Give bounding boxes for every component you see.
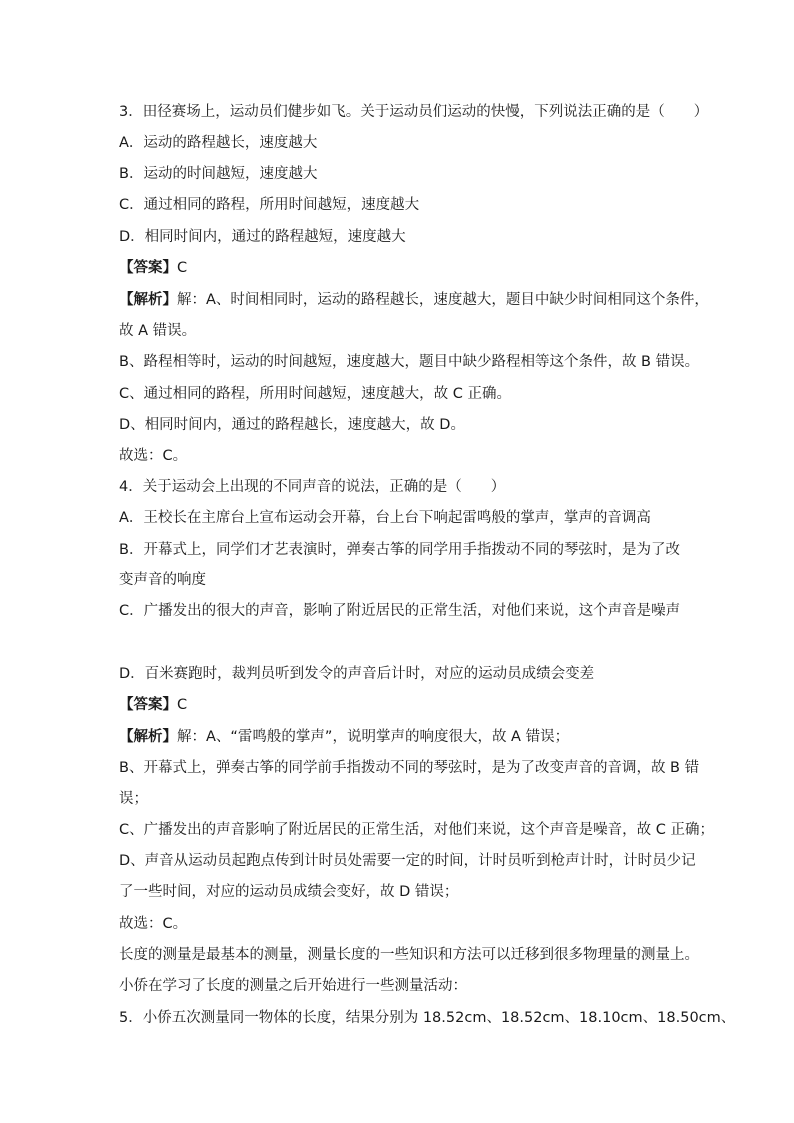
q4-analysis-tag: 【解析】: [119, 729, 177, 745]
q4-option-b: B．开幕式上，同学们才艺表演时，弹奏古筝的同学用手指拨动不同的琴弦时，是为了改: [119, 542, 680, 558]
q3-analysis-line-4: C、通过相同的路程，所用时间越短，速度越大，故 C 正确。: [119, 386, 511, 402]
q5-stem: 5．小侨五次测量同一物体的长度，结果分别为 18.52cm、18.52cm、18.10cm、18.50cm、: [119, 1010, 736, 1026]
q4-answer: C: [177, 697, 188, 713]
q4-analysis-line-5: D、声音从运动员起跑点传到计时员处需要一定的时间，计时员听到枪声计时，计时员少记: [119, 853, 696, 869]
q4-option-b-cont: 变声音的响度: [119, 572, 206, 588]
q3-answer: C: [177, 260, 188, 276]
q3-option-c: C．通过相同的路程，所用时间越短，速度越大: [119, 197, 420, 213]
q4-stem: 4．关于运动会上出现的不同声音的说法，正确的是（ ）: [119, 479, 506, 495]
q4-option-d: D．百米赛跑时，裁判员听到发令的声音后计时，对应的运动员成绩会变差: [119, 666, 595, 682]
q4-analysis-line-6: 了一些时间，对应的运动员成绩会变好，故 D 错误；: [119, 884, 459, 900]
q4-analysis-line-4: C、广播发出的声音影响了附近居民的正常生活，对他们来说，这个声音是噪音，故 C 正确；: [119, 822, 714, 838]
intro-line-1: 长度的测量是最基本的测量，测量长度的一些知识和方法可以迁移到很多物理量的测量上。: [119, 947, 699, 963]
q3-analysis-tag: 【解析】: [119, 292, 177, 308]
q4-analysis-line-1: [119, 727, 569, 747]
q3-conclusion: 故选：C。: [119, 448, 188, 464]
q4-option-a: A．王校长在主席台上宣布运动会开幕，台上台下响起雷鸣般的掌声，掌声的音调高: [119, 510, 651, 526]
q3-option-d: D．相同时间内，通过的路程越短，速度越大: [119, 229, 406, 245]
q3-analysis-text-1: 解：A、时间相同时，运动的路程越长，速度越大，题目中缺少时间相同这个条件，: [177, 292, 709, 308]
q3-option-b: B．运动的时间越短，速度越大: [119, 166, 318, 182]
q4-conclusion: 故选：C。: [119, 916, 188, 932]
q3-analysis-line-1: [119, 290, 709, 310]
q3-stem: 3．田径赛场上，运动员们健步如飞。关于运动员们运动的快慢，下列说法正确的是（ ）: [119, 104, 709, 120]
q3-answer-tag: 【答案】: [119, 260, 177, 276]
q4-answer-tag: 【答案】: [119, 697, 177, 713]
q4-answer-line: [119, 695, 187, 715]
q3-answer-line: [119, 258, 187, 278]
q3-analysis-line-5: D、相同时间内，通过的路程越长，速度越大，故 D。: [119, 417, 465, 433]
q4-option-c: C．广播发出的很大的声音，影响了附近居民的正常生活，对他们来说，这个声音是噪声: [119, 603, 681, 619]
q4-analysis-line-3: 误；: [119, 791, 148, 807]
q3-analysis-line-2: 故 A 错误。: [119, 323, 197, 339]
q4-analysis-line-2: B、开幕式上，弹奏古筝的同学前手指拨动不同的琴弦时，是为了改变声音的音调，故 B 错: [119, 760, 700, 776]
q4-analysis-text-1: 解：A、“雷鸣般的掌声”，说明掌声的响度很大，故 A 错误；: [177, 729, 570, 745]
q3-analysis-line-3: B、路程相等时，运动的时间越短，速度越大，题目中缺少路程相等这个条件，故 B 错误。: [119, 354, 700, 370]
intro-line-2: 小侨在学习了长度的测量之后开始进行一些测量活动：: [119, 978, 467, 994]
q3-option-a: A．运动的路程越长，速度越大: [119, 135, 318, 151]
